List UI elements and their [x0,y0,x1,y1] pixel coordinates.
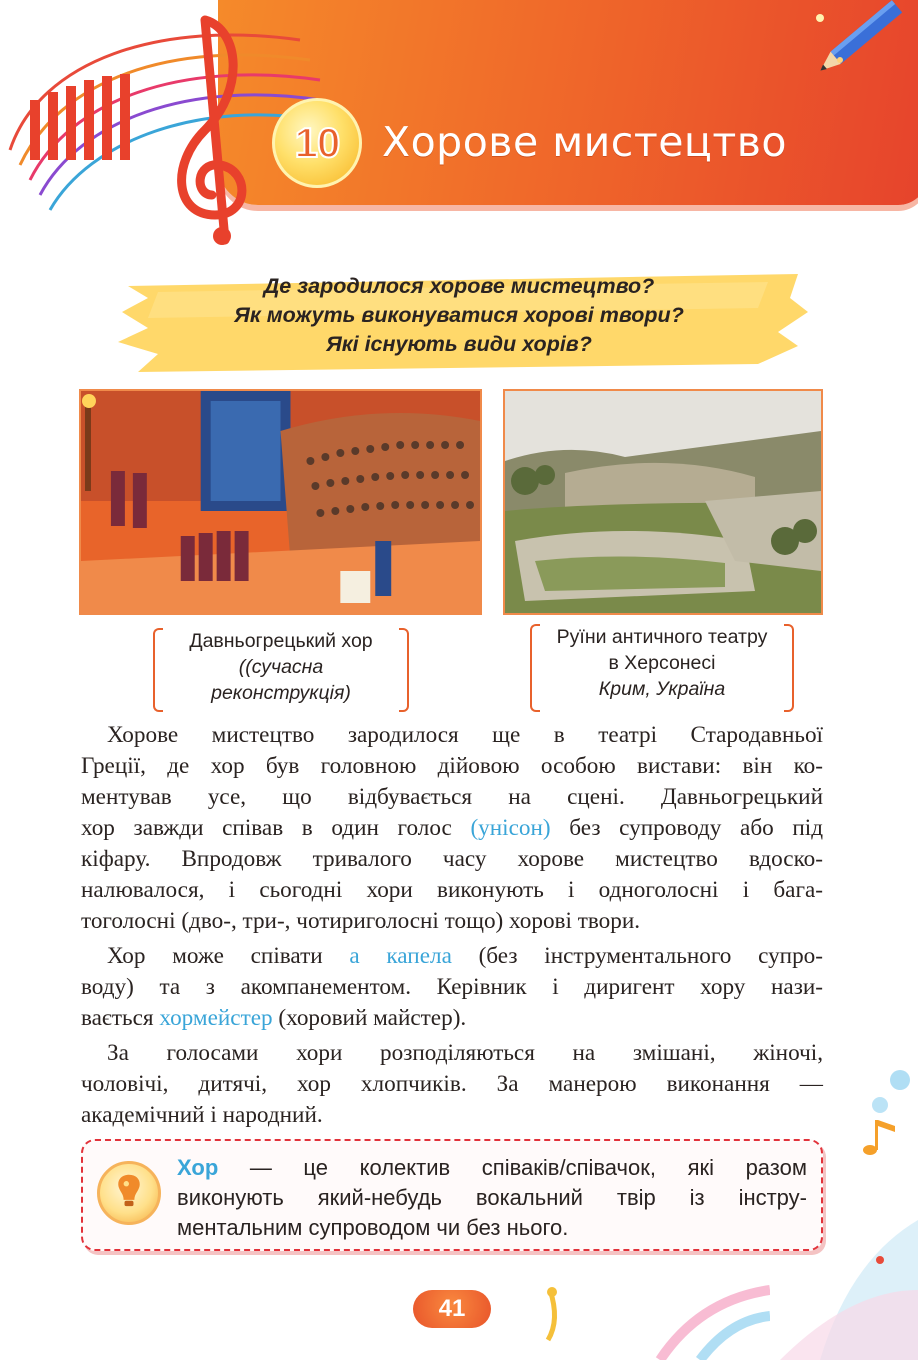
text-line: ментував усе, що відбувається на сцені. Давньогрецький [81,784,823,810]
text-segment: (без інструментального супро- [451,943,823,969]
text-line: Греції, де хор був головною дійовою особою вистави: він ко- [81,753,823,779]
text-line: чоловічі, дитячі, хор хлопчиків. За манерою виконання — [81,1071,823,1097]
ancient-greek-choir-illustration [79,389,482,615]
term-a-cappella: а капела [349,943,452,969]
text-line: За голосами хори розподіляються на змішані, жіночі, [107,1040,823,1066]
caption-bracket-right [784,624,794,712]
definition-text [177,1153,807,1243]
text-line: налювалося, і сьогодні хори виконують і одноголосні і бага- [81,877,823,903]
lesson-number: 10 [294,119,340,166]
text-line: тоголосні (дво-, три-, чотириголосні тощо) хорові твори. [81,908,641,934]
caption-bracket-left [153,628,163,712]
guiding-questions [0,272,918,359]
term-choirmaster: хормейстер [159,1005,273,1031]
caption-line: Давньогрецький хор [189,630,373,652]
caption-line: в Херсонесі [608,652,716,674]
question-2: Як можуть виконуватися хорові твори? [234,303,684,327]
paragraph-3 [81,1038,823,1131]
text-segment: Хор може співати [107,943,350,969]
paragraph-1 [81,720,823,937]
text-line: кіфару. Впродовж тривалого часу хорове мистецтво вдоско- [81,846,823,872]
question-3: Які існують види хорів? [326,332,592,356]
caption-line: реконструкція) [211,682,351,704]
music-note-decoration [760,1060,918,1360]
text-segment: (хоровий майстер). [272,1005,467,1031]
text-line [81,941,823,972]
text-segment: вається [81,1005,160,1031]
definition-term: Хор [177,1155,219,1180]
music-swirl-decoration [540,1280,770,1360]
left-photo-caption [153,628,409,712]
lightbulb-icon [97,1161,161,1225]
text-line: Хорове мистецтво зародилося ще в театрі Стародавньої [107,722,823,748]
text-segment: без супроводу або під [550,815,823,841]
caption-line: ((сучасна [238,656,324,678]
body-text [81,720,823,1131]
chersonesus-theatre-ruins-photo [503,389,823,615]
caption-bracket-left [530,624,540,712]
right-photo-caption [530,624,794,712]
page-title: Хорове мистецтво [382,118,787,166]
page-number: 41 [413,1290,491,1328]
text-line: виконують який-небудь вокальний твір із інстру- [177,1185,807,1210]
caption-italic: (сучасна [245,656,324,678]
question-1: Де зародилося хорове мистецтво? [263,274,655,298]
text-line: академічний і народний. [81,1102,323,1128]
caption-bracket-right [399,628,409,712]
pencil-icon [800,0,918,80]
text-segment: хор завжди співав в один голос [81,815,471,841]
text-line [81,813,823,844]
term-unison: (унісон) [470,815,551,841]
definition-box [81,1139,823,1251]
text-line [177,1153,807,1183]
text-line [81,1003,823,1034]
text-line: ментальним супроводом чи без нього. [177,1215,569,1240]
caption-line: Крим, Україна [598,678,726,700]
paragraph-2 [81,941,823,1034]
text-segment: — це колектив співаків/співачок, які разом [218,1155,807,1180]
caption-line: Руїни античного театру [556,626,768,648]
lesson-number-badge [272,98,362,188]
text-line: воду) та з акомпанементом. Керівник і диригент хору нази- [81,974,823,1000]
